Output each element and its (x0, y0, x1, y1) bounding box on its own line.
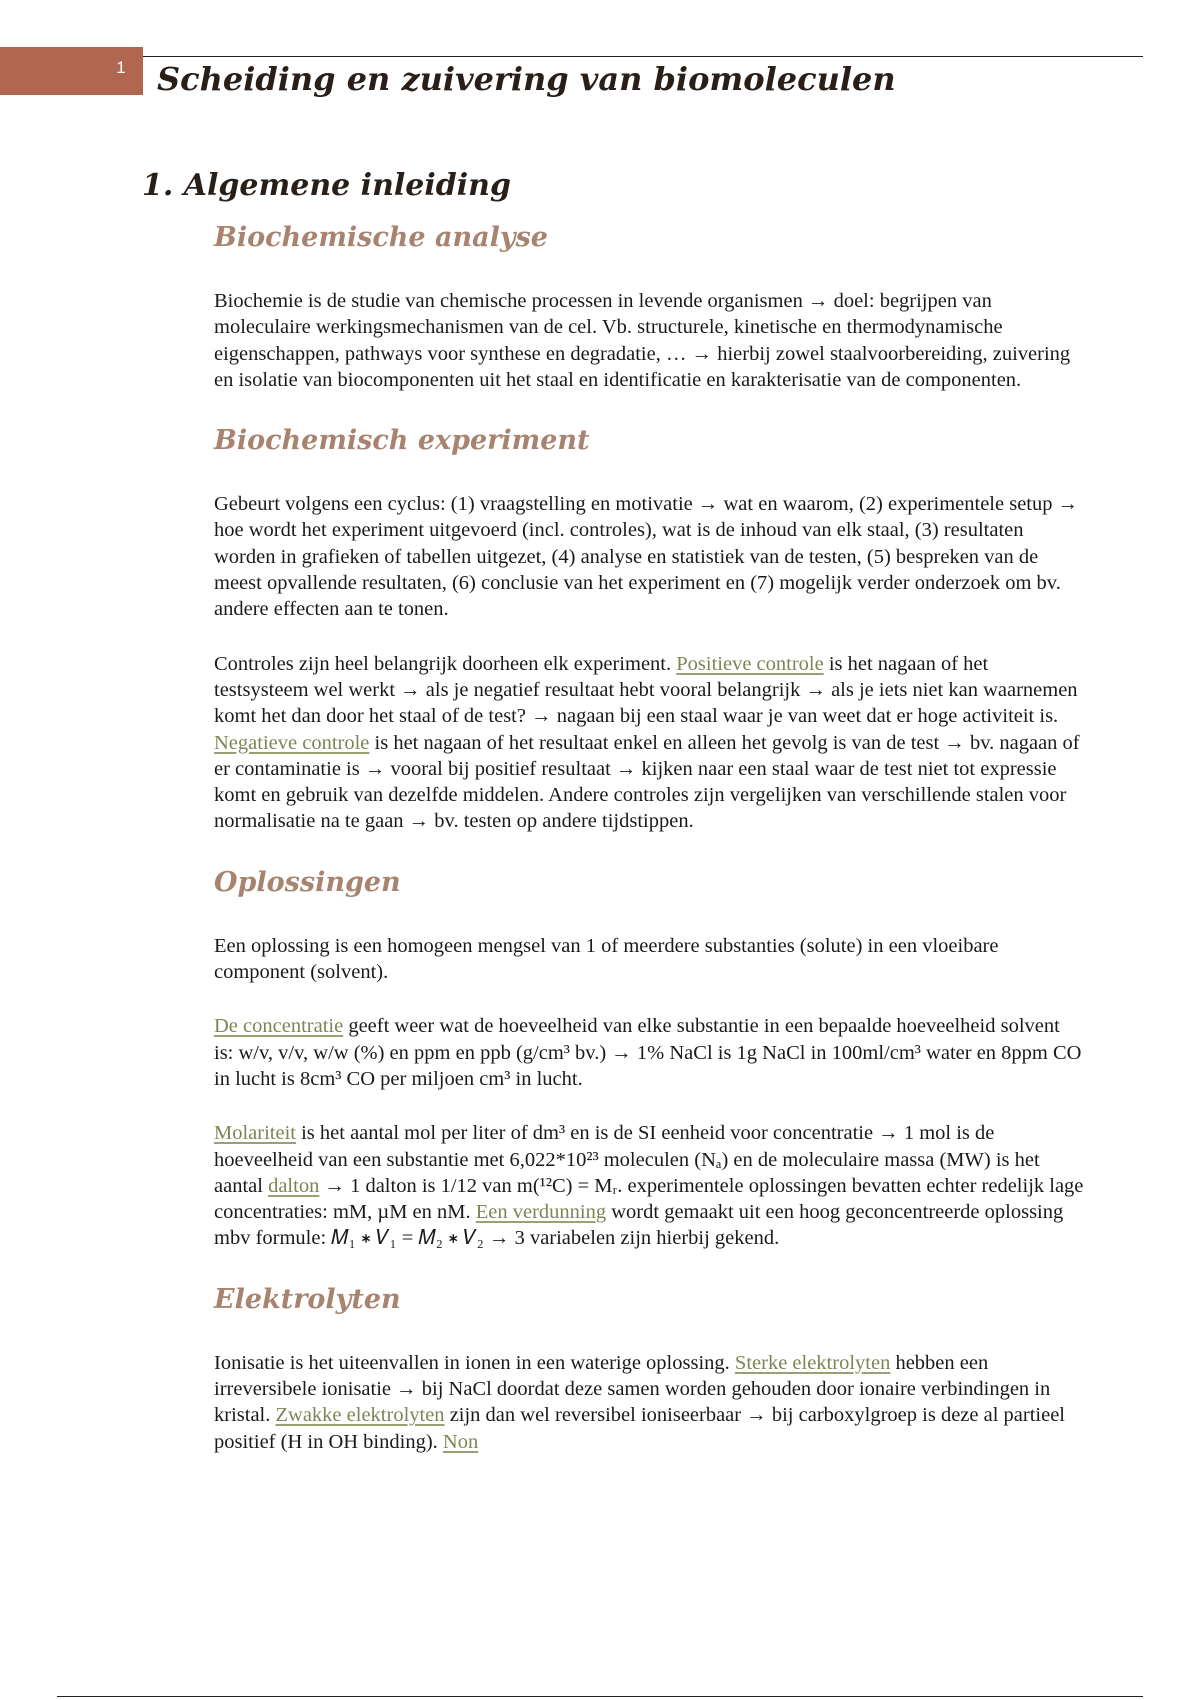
link-de-concentratie[interactable]: De concentratie (214, 1015, 344, 1038)
link-non[interactable]: Non (442, 1430, 479, 1453)
footer-rule (57, 1696, 1143, 1697)
document-body (214, 216, 1084, 1455)
link-een-verdunning[interactable]: Een verdunning (475, 1201, 607, 1224)
subheading-elektrolyten: Elektrolyten (214, 1283, 401, 1315)
paragraph-ionisatie: Ionisatie is het uiteenvallen in ionen in een waterige oplossing. Sterke elektrolyten hebben een irreversibele ionisatie → bij NaCl doordat deze samen worden gehouden door ionaire verbindingen in kristal. Zwakke elektrolyten zijn dan wel reversibel ioniseerbaar → bij carboxylgroep is deze al partieel positief (H in OH binding). Non (214, 1351, 1065, 1453)
paragraph-experiment-cyclus: Gebeurt volgens een cyclus: (1) vraagstelling en motivatie → wat en waarom, (2) experimentele setup → hoe wordt het experiment uitgevoerd (incl. controles), wat is de inhoud van elk staal, (3) resultaten worden in grafieken of tabellen uitgezet, (4) analyse en statistiek van de testen, (5) bespreken van de meest opvallende resultaten, (6) conclusie van het experiment en (7) mogelijk verder onderzoek om bv. andere effecten aan te tonen. (214, 493, 1079, 621)
subheading-oplossingen: Oplossingen (214, 866, 401, 898)
link-sterke-elektrolyten[interactable]: Sterke elektrolyten (734, 1351, 891, 1374)
paragraph-molariteit: Molariteit is het aantal mol per liter of dm³ en is de SI eenheid voor concentratie → 1 mol is de hoeveelheid van een substantie met 6,022*10²³ moleculen (Nₐ) en de moleculaire massa (MW) is het aantal dalton → 1 dalton is 1/12 van m(¹²C) = Mᵣ. experimentele oplossingen bevatten echter redelijk lage concentraties: mM, µM en nM. Een verdunning wordt gemaakt uit een hoog geconcentreerde oplossing mbv formule: 𝑀₁ ∗ 𝑉₁ = 𝑀₂ ∗ 𝑉₂ → 3 variabelen zijn hierbij gekend. (214, 1122, 1084, 1250)
link-dalton[interactable]: dalton (268, 1174, 320, 1197)
link-molariteit[interactable]: Molariteit (214, 1122, 296, 1145)
link-positieve-controle[interactable]: Positieve controle (676, 652, 824, 675)
header-rule (143, 56, 1143, 57)
subheading-biochemische-analyse: Biochemische analyse (214, 222, 548, 253)
subheading-biochemisch-experiment: Biochemisch experiment (214, 425, 590, 457)
paragraph-concentratie: De concentratie geeft weer wat de hoeveelheid van elke substantie in een bepaalde hoeveelheid solvent is: w/v, v/v, w/w (%) en ppm en ppb (g/cm³ bv.) → 1% NaCl is 1g NaCl in 100ml/cm³ water en 8ppm CO in lucht is 8cm³ CO per miljoen cm³ in lucht. (214, 1015, 1082, 1090)
paragraph-oplossing-definitie: Een oplossing is een homogeen mengsel van 1 of meerdere substanties (solute) in een vloeibare component (solvent). (214, 934, 999, 984)
section-title: 1. Algemene inleiding (142, 168, 511, 203)
link-zwakke-elektrolyten[interactable]: Zwakke elektrolyten (275, 1404, 445, 1427)
link-negatieve-controle[interactable]: Negatieve controle (214, 731, 370, 754)
paragraph-analyse: Biochemie is de studie van chemische processen in levende organismen → doel: begrijpen van moleculaire werkingsmechanismen van de cel. Vb. structurele, kinetische en thermodynamische eigenschappen, pathways voor synthese en degradatie, … → hierbij zowel staalvoorbereiding, zuivering en isolatie van biocomponenten uit het staal en identificatie en karakterisatie van de componenten. (214, 290, 1071, 391)
paragraph-controles: Controles zijn heel belangrijk doorheen elk experiment. Positieve controle is het nagaan of het testsysteem wel werkt → als je negatief resultaat hebt vooral belangrijk → als je iets niet kan waarnemen komt het dan door het staal of de test? → nagaan bij een staal waar je van weet dat er hoge activiteit is. Negatieve controle is het nagaan of het resultaat enkel en alleen het gevolg is van de test → bv. nagaan of er contaminatie is → vooral bij positief resultaat → kijken naar een staal waar de test niet tot expressie komt en gebruik van dezelfde middelen. Andere controles zijn vergelijken van verschillende stalen voor normalisatie na te gaan → bv. testen op andere tijdstippen. (214, 652, 1080, 833)
page-number: 1 (116, 58, 126, 77)
document-title: Scheiding en zuivering van biomoleculen (157, 60, 896, 98)
